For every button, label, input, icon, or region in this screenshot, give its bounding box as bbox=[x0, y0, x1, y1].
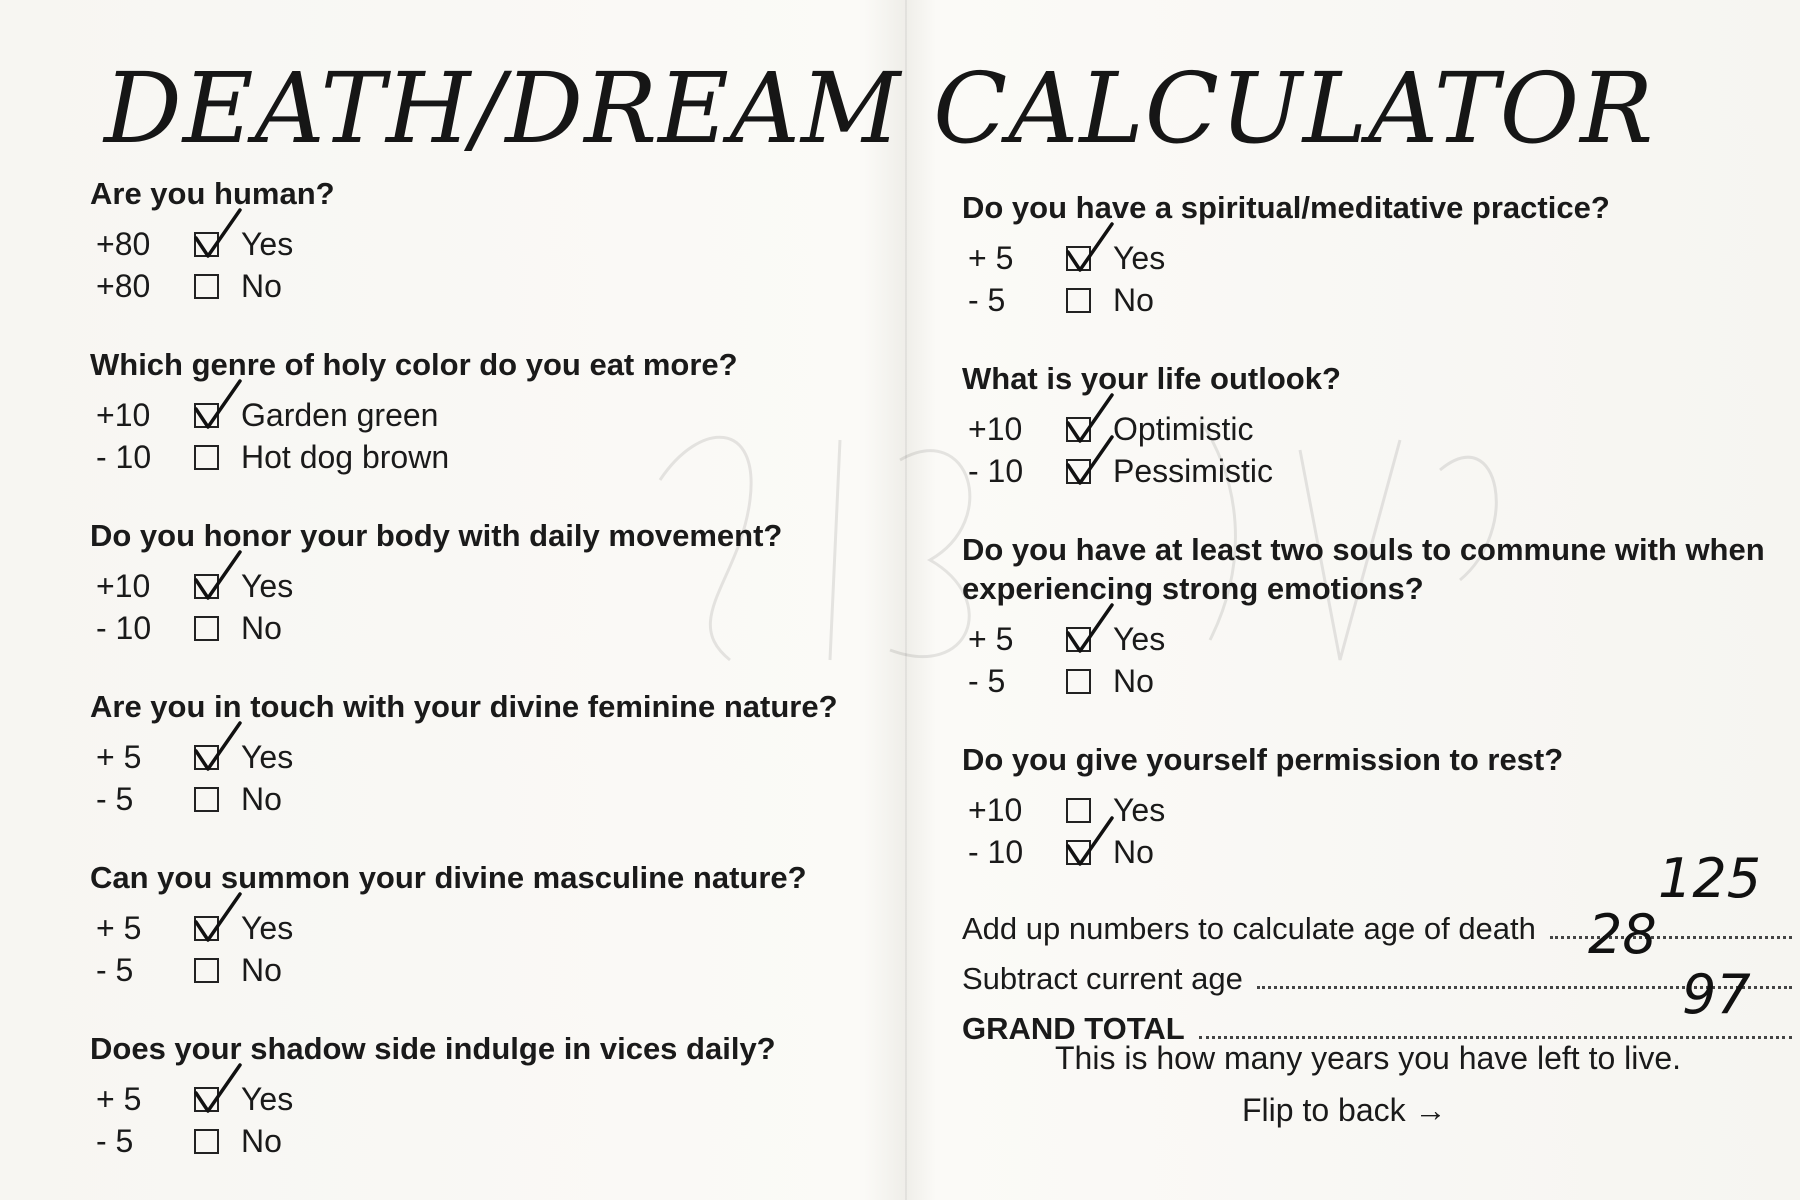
check-mark-icon bbox=[190, 550, 246, 606]
question-block bbox=[90, 345, 930, 478]
answer-option bbox=[90, 1120, 930, 1162]
option-points: +10 bbox=[968, 791, 1023, 828]
option-points: - 10 bbox=[96, 609, 152, 646]
answer-checkbox[interactable] bbox=[194, 745, 219, 770]
option-label: Yes bbox=[241, 1080, 294, 1117]
option-label: No bbox=[1113, 281, 1154, 318]
question-text: Can you summon your divine masculine nature? bbox=[90, 860, 807, 896]
question-block bbox=[962, 359, 1800, 492]
answer-checkbox[interactable] bbox=[194, 274, 219, 299]
right-question-column bbox=[962, 188, 1800, 1061]
handwritten-current-age: 28 bbox=[1588, 903, 1657, 966]
check-mark-icon bbox=[1062, 435, 1118, 491]
check-mark-icon bbox=[190, 379, 246, 435]
answer-option bbox=[90, 907, 930, 949]
question-text: Do you have at least two souls to commune with when experiencing strong emotions? bbox=[962, 532, 1765, 607]
option-label: No bbox=[1113, 833, 1154, 870]
question-text: What is your life outlook? bbox=[962, 361, 1341, 397]
option-points: - 5 bbox=[968, 662, 1006, 699]
answer-checkbox[interactable] bbox=[194, 787, 219, 812]
left-question-column bbox=[90, 174, 930, 1200]
question-text: Does your shadow side indulge in vices daily? bbox=[90, 1031, 776, 1067]
subtract-age-line bbox=[962, 961, 1800, 1011]
question-block bbox=[90, 687, 930, 820]
question-block bbox=[90, 516, 930, 649]
answer-checkbox[interactable] bbox=[1066, 627, 1091, 652]
answer-checkbox[interactable] bbox=[194, 574, 219, 599]
question-text: Do you honor your body with daily movement? bbox=[90, 518, 783, 554]
answer-checkbox[interactable] bbox=[194, 1087, 219, 1112]
answer-option bbox=[962, 618, 1800, 660]
check-mark-icon bbox=[190, 721, 246, 777]
option-label: Yes bbox=[1113, 239, 1166, 276]
check-mark-icon bbox=[1062, 603, 1118, 659]
option-label: Yes bbox=[241, 567, 294, 604]
check-mark-icon bbox=[190, 892, 246, 948]
option-points: +10 bbox=[96, 396, 151, 433]
handwritten-grand-total: 97 bbox=[1682, 963, 1751, 1026]
option-label: No bbox=[241, 780, 282, 817]
right-question-list bbox=[962, 188, 1800, 873]
question-text: Are you human? bbox=[90, 176, 335, 211]
option-points: - 5 bbox=[96, 1122, 134, 1159]
age-of-death-line bbox=[962, 911, 1800, 961]
question-block bbox=[90, 174, 930, 307]
option-points: - 5 bbox=[96, 780, 134, 817]
grand-total-label: GRAND TOTAL bbox=[962, 1011, 1185, 1047]
option-points: - 10 bbox=[968, 452, 1024, 489]
option-points: - 10 bbox=[968, 833, 1024, 870]
totals-section bbox=[962, 911, 1800, 1061]
check-mark-icon bbox=[1062, 222, 1118, 278]
option-points: +10 bbox=[968, 410, 1023, 447]
option-points: + 5 bbox=[96, 909, 142, 946]
answer-option bbox=[90, 436, 930, 478]
flip-to-back-link[interactable]: Flip to back → bbox=[1242, 1092, 1447, 1128]
option-points: + 5 bbox=[96, 738, 142, 775]
answer-checkbox[interactable] bbox=[1066, 669, 1091, 694]
answer-option bbox=[90, 736, 930, 778]
check-mark-icon bbox=[190, 1063, 246, 1119]
handwritten-age-of-death: 125 bbox=[1658, 847, 1762, 910]
option-label: Yes bbox=[241, 909, 294, 946]
answer-checkbox[interactable] bbox=[194, 445, 219, 470]
question-text: Are you in touch with your divine feminine nature? bbox=[90, 689, 838, 725]
answer-option bbox=[962, 450, 1800, 492]
option-label: No bbox=[241, 951, 282, 988]
age-of-death-label: Add up numbers to calculate age of death bbox=[962, 911, 1536, 947]
option-points: +80 bbox=[96, 225, 151, 262]
answer-option bbox=[90, 1078, 930, 1120]
option-points: - 5 bbox=[968, 281, 1006, 318]
question-block bbox=[90, 1029, 930, 1162]
answer-checkbox[interactable] bbox=[1066, 288, 1091, 313]
option-label: No bbox=[241, 609, 282, 646]
option-label: Yes bbox=[241, 225, 294, 262]
option-label: Optimistic bbox=[1113, 410, 1254, 447]
answer-option bbox=[90, 394, 930, 436]
question-block bbox=[90, 858, 930, 991]
option-points: + 5 bbox=[968, 239, 1014, 276]
option-points: + 5 bbox=[968, 620, 1014, 657]
option-points: +80 bbox=[96, 267, 151, 304]
answer-option bbox=[90, 565, 930, 607]
answer-checkbox[interactable] bbox=[1066, 459, 1091, 484]
answer-checkbox[interactable] bbox=[1066, 246, 1091, 271]
answer-option bbox=[90, 223, 930, 265]
option-label: Hot dog brown bbox=[241, 438, 450, 475]
option-label: Yes bbox=[241, 738, 294, 775]
answer-checkbox[interactable] bbox=[194, 916, 219, 941]
answer-checkbox[interactable] bbox=[1066, 840, 1091, 865]
check-mark-icon bbox=[190, 208, 246, 264]
page-title: DEATH/DREAM CALCULATOR bbox=[104, 52, 1655, 165]
answer-checkbox[interactable] bbox=[194, 958, 219, 983]
question-block bbox=[962, 530, 1800, 702]
question-block bbox=[962, 188, 1800, 321]
answer-option bbox=[962, 279, 1800, 321]
answer-option bbox=[90, 607, 930, 649]
option-points: + 5 bbox=[96, 1080, 142, 1117]
subtract-age-label: Subtract current age bbox=[962, 961, 1243, 997]
answer-checkbox[interactable] bbox=[194, 232, 219, 257]
dotted-leader bbox=[1550, 918, 1792, 939]
question-text: Do you give yourself permission to rest? bbox=[962, 742, 1564, 778]
option-label: Yes bbox=[1113, 620, 1166, 657]
answer-option bbox=[90, 778, 930, 820]
option-points: - 5 bbox=[96, 951, 134, 988]
option-label: Garden green bbox=[241, 396, 439, 433]
answer-checkbox[interactable] bbox=[194, 1129, 219, 1154]
question-text: Which genre of holy color do you eat more? bbox=[90, 347, 738, 383]
option-label: No bbox=[1113, 662, 1154, 699]
answer-option bbox=[962, 237, 1800, 279]
option-points: +10 bbox=[96, 567, 151, 604]
option-label: Yes bbox=[1113, 791, 1166, 828]
answer-checkbox[interactable] bbox=[194, 403, 219, 428]
years-left-message: This is how many years you have left to live. bbox=[1055, 1040, 1682, 1076]
answer-checkbox[interactable] bbox=[194, 616, 219, 641]
option-label: No bbox=[241, 1122, 282, 1159]
option-points: - 10 bbox=[96, 438, 152, 475]
question-text: Do you have a spiritual/meditative practice? bbox=[962, 190, 1610, 225]
option-label: No bbox=[241, 267, 282, 304]
answer-option bbox=[90, 949, 930, 991]
answer-option bbox=[90, 265, 930, 307]
option-label: Pessimistic bbox=[1113, 452, 1274, 489]
check-mark-icon bbox=[1062, 816, 1118, 872]
answer-option bbox=[962, 660, 1800, 702]
